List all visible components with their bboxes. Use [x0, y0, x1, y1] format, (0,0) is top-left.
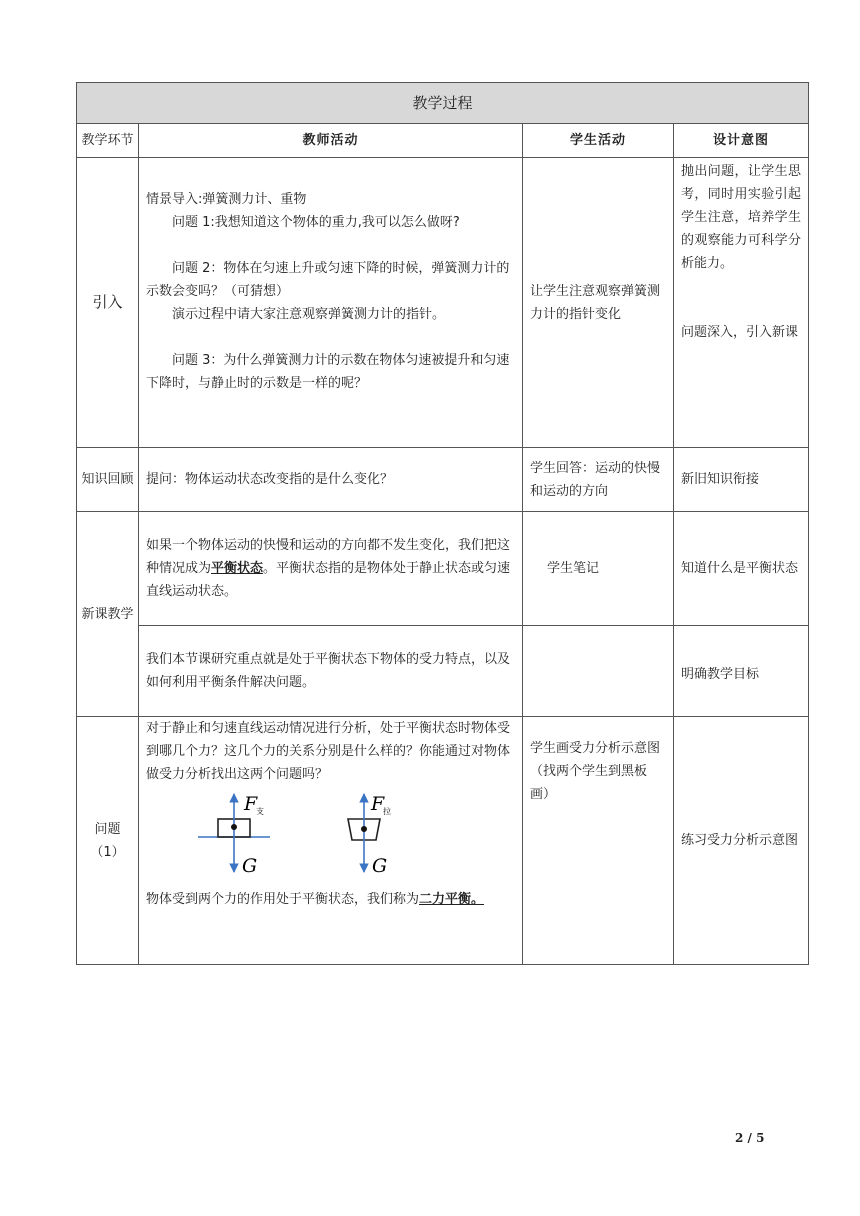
table-title: 教学过程: [77, 83, 809, 124]
review-teacher: 提问：物体运动状态改变指的是什么变化？: [139, 448, 523, 512]
section-review: 知识回顾: [77, 448, 139, 512]
section-new: 新课教学: [77, 512, 139, 717]
section-q1: 问题（1）: [77, 717, 139, 965]
row-intro: [77, 158, 809, 448]
left-force-label: F: [244, 793, 258, 815]
new-design-2: 明确教学目标: [674, 626, 809, 717]
intro-design-2: 问题深入，引入新课: [681, 325, 799, 340]
new-teacher-2: 我们本节课研究重点就是处于平衡状态下物体的受力特点，以及如何利用平衡条件解决问题。: [139, 626, 523, 717]
header-section: 教学环节: [77, 124, 139, 158]
block-on-table-diagram: [198, 793, 270, 877]
section-intro: 引入: [77, 158, 139, 448]
intro-line-4: 演示过程中请大家注意观察弹簧测力计的指针。: [172, 306, 446, 322]
right-force-sub: 拉: [383, 807, 391, 816]
header-design: 设计意图: [674, 124, 809, 158]
header-teacher: 教师活动: [139, 124, 523, 158]
new-teacher-1: [139, 512, 523, 626]
term-equilibrium-state: 平衡状态: [211, 561, 264, 576]
row-new-1: [77, 512, 809, 626]
left-force-sub: 支: [256, 807, 264, 816]
header-student: 学生活动: [523, 124, 674, 158]
review-student: 学生回答：运动的快慢和运动的方向: [523, 448, 674, 512]
row-q1: [77, 717, 809, 965]
new-student-1: 学生笔记: [523, 512, 674, 626]
intro-line-1: 情景导入:弹簧测力计、重物: [146, 191, 307, 207]
right-gravity-label: G: [372, 855, 388, 877]
intro-line-3: 问题 2：物体在匀速上升或匀速下降的时候，弹簧测力计的示数会变吗？（可猜想）: [146, 260, 510, 299]
review-design: 新旧知识衔接: [674, 448, 809, 512]
row-new-2: [77, 626, 809, 717]
intro-teacher-cell: [139, 158, 523, 448]
intro-design-cell: [674, 158, 809, 448]
intro-student: [523, 158, 674, 448]
force-diagram-svg: [146, 790, 526, 882]
q1-conclusion: [146, 888, 515, 911]
force-diagram: [146, 790, 515, 882]
intro-design-1: 抛出问题，让学生思考，同时用实验引起学生注意，培养学生的观察能力可科学分析能力。: [681, 164, 802, 271]
row-review: [77, 448, 809, 512]
new-teacher-1-pre: 如果一个物体运动的快慢和运动的方向都不发生变化，我们把这种情况成为: [146, 538, 511, 576]
q1-design: 练习受力分析示意图: [674, 717, 809, 965]
q1-student: 学生画受力分析示意图（找两个学生到黑板画）: [523, 717, 674, 965]
intro-line-5: 问题 3：为什么弹簧测力计的示数在物体匀速被提升和匀速下降时，与静止时的示数是一样的呢？: [146, 352, 510, 391]
intro-line-2: 问题 1:我想知道这个物体的重力,我可以怎么做呀?: [172, 214, 460, 230]
term-two-force-balance: 二力平衡。: [419, 892, 485, 907]
intro-student-text: 让学生注意观察弹簧测力计的指针变化: [530, 283, 661, 322]
new-student-2-empty: [523, 626, 674, 717]
q1-teacher-cell: [139, 717, 523, 965]
new-teacher-1-post: 。平衡状态指的是物体处于静止状态或匀速直线运动状态。: [146, 561, 511, 599]
left-gravity-label: G: [242, 855, 258, 877]
teaching-process-table: [76, 82, 809, 965]
new-design-1: 知道什么是平衡状态: [674, 512, 809, 626]
hanging-object-diagram: [348, 793, 391, 877]
right-force-label: F: [371, 793, 385, 815]
page-number: 2 / 5: [735, 1131, 765, 1145]
q1-intro: 对于静止和匀速直线运动情况进行分析，处于平衡状态时物体受到哪几个力？这几个力的关系分别是什么样的？你能通过对物体做受力分析找出这两个问题吗？: [146, 721, 511, 782]
q1-conclusion-pre: 物体受到两个力的作用处于平衡状态，我们称为: [146, 892, 420, 907]
